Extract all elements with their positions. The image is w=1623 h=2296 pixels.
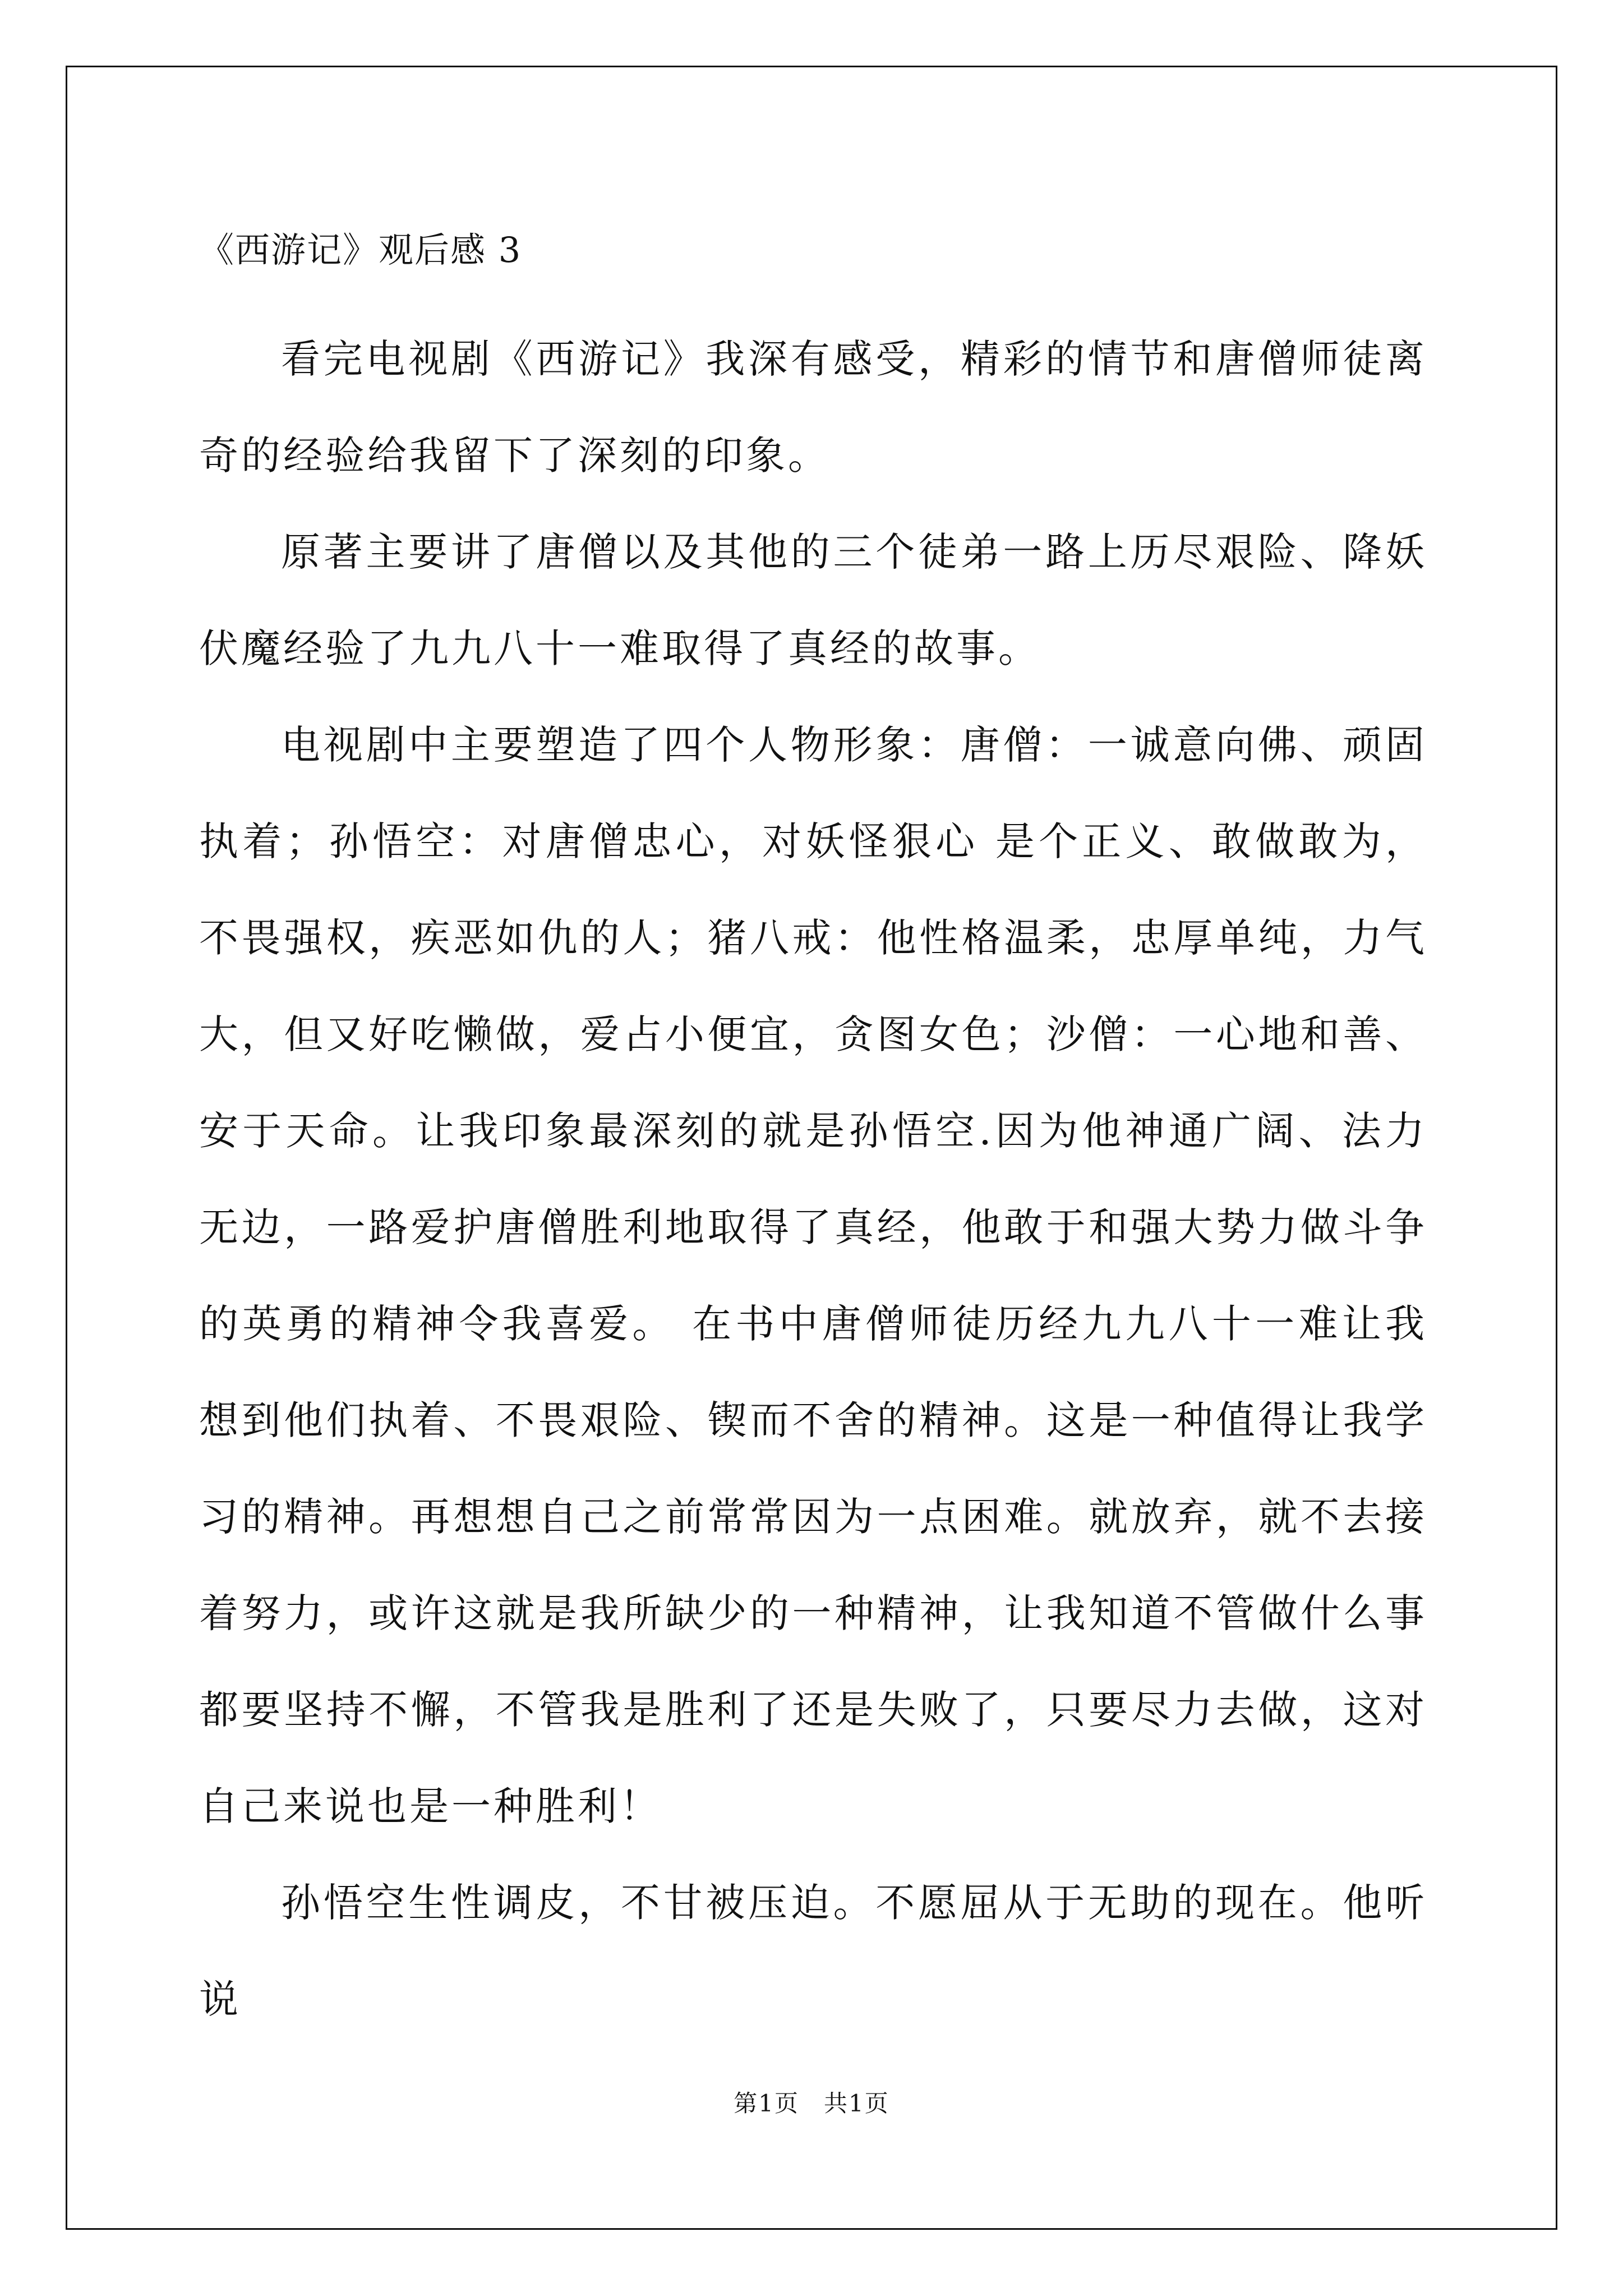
paragraph-4: 孙悟空生性调皮，不甘被压迫。不愿屈从于无助的现在。他听说 — [199, 1880, 1427, 2022]
paragraph-3: 电视剧中主要塑造了四个人物形象：唐僧：一诚意向佛、顽固执着；孙悟空：对唐僧忠心，对妖怪狠心 是个正义、敢做敢为，不畏强权，疾恶如仇的人；猪八戒：他性格温柔，忠厚单纯，力气大，但又好吃懒做，爱占小便宜，贪图女色；沙僧：一心地和善、安于天命。让我印象最深刻的就是孙悟空.因为他神通广阔、法力无边，一路爱护唐僧胜利地取得了真经，他敢于和强大势力做斗争的英勇的精神令我喜爱。 在书中唐僧师徒历经九九八十一难让我想到他们执着、不畏艰险、锲而不舍的精神。这是一种值得让我学习的精神。再想想自己之前常常因为一点困难。就放弃，就不去接着努力，或许这就是我所缺少的一种精神，让我知道不管做什么事都要坚持不懈，不管我是胜利了还是失败了，只要尽力去做，这对自己来说也是一种胜利！ — [199, 722, 1427, 1829]
document-body — [199, 219, 1427, 2047]
paragraph-1: 看完电视剧《西游记》我深有感受，精彩的情节和唐僧师徒离奇的经验给我留下了深刻的印象。 — [199, 336, 1427, 478]
document-title: 《西游记》观后感 3 — [199, 229, 522, 270]
page-footer: 第1页 共1页 — [734, 2090, 889, 2117]
paragraph-2: 原著主要讲了唐僧以及其他的三个徒弟一路上历尽艰险、降妖伏魔经验了九九八十一难取得了真经的故事。 — [199, 529, 1427, 671]
